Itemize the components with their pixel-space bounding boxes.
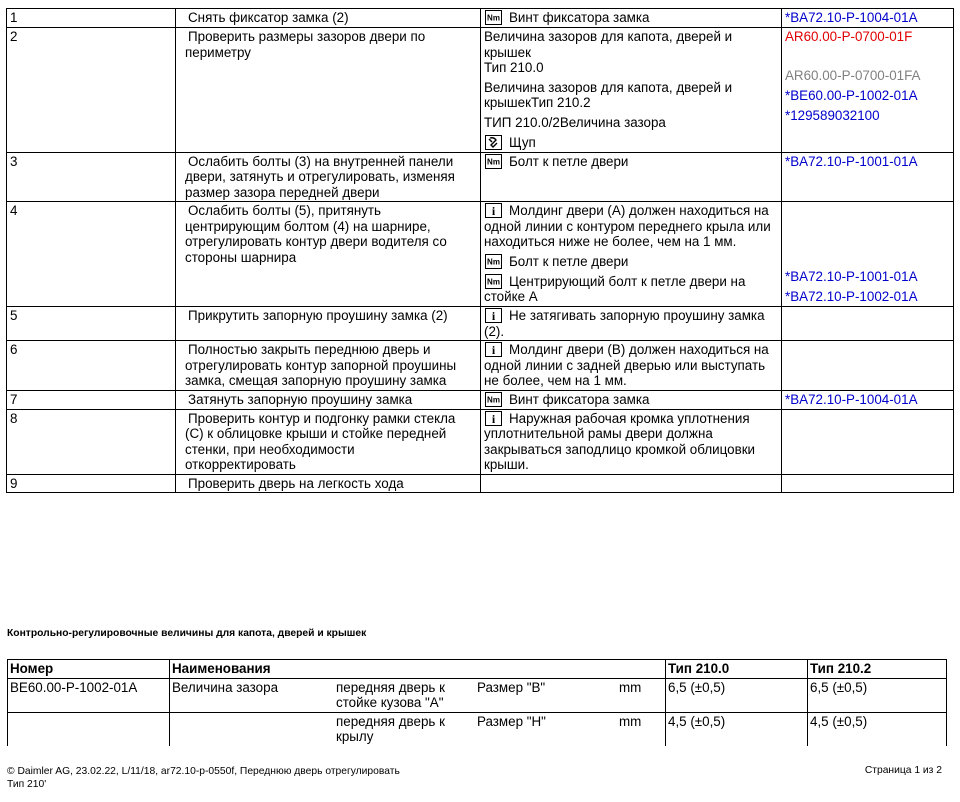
values-header-row xyxy=(8,660,947,679)
step-action-line: размер зазора передней двери xyxy=(185,184,380,200)
step-action xyxy=(176,409,481,474)
step-info-item xyxy=(484,80,778,111)
step-number: 8 xyxy=(7,409,176,474)
value-name: Величина зазора xyxy=(170,678,335,712)
step-info xyxy=(481,9,782,28)
step-row xyxy=(7,307,954,341)
step-action-line: отрегулировать контур запорной проушины xyxy=(185,357,457,373)
step-info-text: Винт фиксатора замка xyxy=(509,10,650,25)
value-code[interactable]: BE60.00-P-1002-01A xyxy=(8,678,170,712)
step-info-item xyxy=(484,411,778,473)
footer-line-2: Тип 210' xyxy=(7,779,47,790)
torque-icon xyxy=(485,154,502,169)
step-row xyxy=(7,9,954,28)
step-info xyxy=(481,202,782,307)
step-info xyxy=(481,409,782,474)
step-info-text: Болт к петле двери xyxy=(509,153,629,169)
step-refs xyxy=(782,152,954,202)
step-info-text: Молдинг двери (A) должен находиться на одной линии с контуром переднего крыла или находиться ниже не более, чем на 1 мм. xyxy=(484,203,771,249)
step-info-item xyxy=(484,115,778,131)
step-refs xyxy=(782,307,954,341)
svg-text:Nm: Nm xyxy=(487,13,500,23)
reference-link[interactable]: *BA72.10-P-1004-01A xyxy=(785,391,918,407)
step-info xyxy=(481,390,782,409)
step-refs xyxy=(782,474,954,493)
step-action-line: Проверить дверь на легкость хода xyxy=(188,475,404,491)
step-info xyxy=(481,474,782,493)
header-size xyxy=(475,660,617,679)
step-info-text: Щуп xyxy=(509,134,536,150)
reference-link[interactable]: *BA72.10-P-1004-01A xyxy=(785,10,918,25)
header-position xyxy=(334,660,475,679)
value-position: передняя дверь к стойке кузова "A" xyxy=(334,678,475,712)
svg-text:Nm: Nm xyxy=(487,157,500,166)
svg-text:Nm: Nm xyxy=(487,395,500,404)
step-info-text: Величина зазоров для капота, дверей и крышекТип 210.2 xyxy=(484,79,733,110)
step-action xyxy=(176,390,481,409)
step-action-line: стороны шарнира xyxy=(185,249,297,265)
step-action-line: центрирующим болтом (4) на шарнире, xyxy=(185,218,431,234)
value-position: передняя дверь к крылу xyxy=(336,713,445,744)
step-row xyxy=(7,390,954,409)
step-number: 9 xyxy=(7,474,176,493)
step-action-line: Прикрутить запорную проушину замка (2) xyxy=(188,308,448,323)
step-number: 5 xyxy=(7,307,176,341)
step-action-line: Проверить размеры зазоров двери по xyxy=(188,29,426,44)
step-action xyxy=(176,341,481,391)
step-info-text: Молдинг двери (B) должен находиться на одной линии с задней дверью или выступать не более, чем на 1 мм. xyxy=(484,342,769,388)
reference-link[interactable]: *BE60.00-P-1002-01A xyxy=(785,88,918,103)
step-number: 4 xyxy=(7,202,176,307)
step-info xyxy=(481,152,782,202)
step-refs xyxy=(782,390,954,409)
header-number: Номер xyxy=(8,660,170,679)
step-refs xyxy=(782,409,954,474)
step-info-item xyxy=(484,342,778,389)
step-number: 6 xyxy=(7,341,176,391)
values-row xyxy=(8,712,947,746)
step-refs xyxy=(782,202,954,307)
step-number: 3 xyxy=(7,152,176,202)
info-icon xyxy=(485,411,502,426)
step-refs xyxy=(782,341,954,391)
info-icon xyxy=(485,203,502,218)
header-type-210-2: Тип 210.2 xyxy=(808,660,947,679)
reference-link[interactable]: *BA72.10-P-1002-01A xyxy=(785,289,918,304)
step-action-line: стенки, при необходимости xyxy=(185,441,355,457)
step-info xyxy=(481,341,782,391)
tool-icon xyxy=(485,135,502,150)
svg-text:i: i xyxy=(491,309,496,323)
value-unit: mm xyxy=(617,712,666,746)
step-action-line: (C) к облицовке крыши и стойке передней xyxy=(185,426,447,441)
value-unit: mm xyxy=(617,678,666,712)
footer-copyright xyxy=(7,765,400,791)
footer-line-1: © Daimler AG, 23.02.22, L/11/18, ar72.10-p-0550f, Переднюю дверь отрегулировать xyxy=(7,766,400,777)
section-heading: Контрольно-регулировочные величины для капота, дверей и крышек xyxy=(7,628,367,639)
step-info-item xyxy=(484,154,778,170)
svg-text:Nm: Nm xyxy=(487,257,500,266)
step-action-line: откорректировать xyxy=(185,457,296,472)
torque-icon xyxy=(485,10,502,25)
footer-page-number: Страница 1 из 2 xyxy=(864,765,942,776)
info-icon xyxy=(485,308,502,323)
torque-icon xyxy=(485,392,502,407)
step-info-item xyxy=(484,135,778,151)
svg-text:i: i xyxy=(491,343,496,357)
step-row xyxy=(7,152,954,202)
step-info-item xyxy=(484,274,778,305)
header-names: Наименования xyxy=(170,660,335,679)
value-size-label: Размер "H" xyxy=(477,713,546,729)
info-icon xyxy=(485,342,502,357)
step-row xyxy=(7,341,954,391)
step-info-item xyxy=(484,308,778,339)
step-info-text: Наружная рабочая кромка уплотнения уплотнительной рамы двери должна закрываться заподлицо кромкой облицовки крыши. xyxy=(484,410,756,472)
reference-link[interactable]: AR60.00-P-0700-01F xyxy=(785,29,913,44)
reference-link[interactable]: AR60.00-P-0700-01FA xyxy=(785,68,921,83)
procedure-steps-table xyxy=(6,8,954,493)
step-number: 2 xyxy=(7,28,176,153)
value-size-label: Размер "B" xyxy=(475,678,617,712)
step-action xyxy=(176,152,481,202)
step-action xyxy=(176,9,481,28)
header-unit xyxy=(617,660,666,679)
step-info-text: Болт к петле двери xyxy=(509,253,629,269)
step-info-item xyxy=(484,392,778,408)
step-action xyxy=(176,28,481,153)
step-info-text: Не затягивать запорную проушину замка (2). xyxy=(484,308,765,339)
step-number: 1 xyxy=(7,9,176,28)
svg-text:i: i xyxy=(491,411,496,426)
step-action xyxy=(176,307,481,341)
step-action xyxy=(176,474,481,493)
step-info-item xyxy=(484,10,778,26)
adjustment-values-table xyxy=(7,659,947,746)
step-row xyxy=(7,474,954,493)
value-type-210-2: 6,5 (±0,5) xyxy=(808,678,947,712)
value-code xyxy=(8,712,170,746)
step-action-line: Ослабить болты (3) на внутренней панели xyxy=(188,153,454,169)
step-action-line: Полностью закрыть переднюю дверь и xyxy=(188,342,431,357)
step-row xyxy=(7,28,954,153)
reference-link[interactable]: *BA72.10-P-1001-01A xyxy=(785,153,918,169)
value-type-210-0: 6,5 (±0,5) xyxy=(666,678,808,712)
svg-text:i: i xyxy=(491,204,496,218)
step-info xyxy=(481,28,782,153)
step-refs xyxy=(782,28,954,153)
step-action-line: периметру xyxy=(185,44,251,60)
step-action-line: Затянуть запорную проушину замка xyxy=(188,391,413,407)
torque-icon xyxy=(485,274,502,289)
step-info-text: ТИП 210.0/2Величина зазора xyxy=(484,114,666,130)
step-action-line: отрегулировать контур двери водителя со xyxy=(185,234,447,249)
step-info xyxy=(481,307,782,341)
torque-icon xyxy=(485,254,502,269)
step-action-line: двери, затянуть и отрегулировать, изменяя xyxy=(185,169,455,184)
step-info-item xyxy=(484,254,778,270)
reference-link[interactable]: *129589032100 xyxy=(785,108,880,123)
svg-text:Nm: Nm xyxy=(487,277,500,286)
step-row xyxy=(7,202,954,307)
step-info-text: Величина зазоров для капота, дверей и крышек Тип 210.0 xyxy=(484,29,733,75)
step-action xyxy=(176,202,481,307)
step-info-item xyxy=(484,203,778,250)
step-refs xyxy=(782,9,954,28)
step-action-line: Проверить контур и подгонку рамки стекла xyxy=(188,410,456,426)
step-number: 7 xyxy=(7,390,176,409)
reference-spacer xyxy=(785,49,950,64)
step-row xyxy=(7,409,954,474)
value-name xyxy=(170,712,335,746)
reference-link[interactable]: *BA72.10-P-1001-01A xyxy=(785,269,918,284)
value-type-210-2: 4,5 (±0,5) xyxy=(808,712,947,746)
header-type-210-0: Тип 210.0 xyxy=(666,660,808,679)
step-info-item xyxy=(484,29,778,76)
step-action-line: замка, смещая запорную проушину замка xyxy=(185,373,447,388)
step-action-line: Ослабить болты (5), притянуть xyxy=(188,203,382,218)
reference-spacer xyxy=(785,203,950,265)
step-action-line: Снять фиксатор замка (2) xyxy=(188,10,349,25)
values-row xyxy=(8,678,947,712)
step-info-text: Винт фиксатора замка xyxy=(509,391,650,407)
value-type-210-0: 4,5 (±0,5) xyxy=(666,712,808,746)
step-info-text: Центрирующий болт к петле двери на стойке A xyxy=(484,273,746,304)
